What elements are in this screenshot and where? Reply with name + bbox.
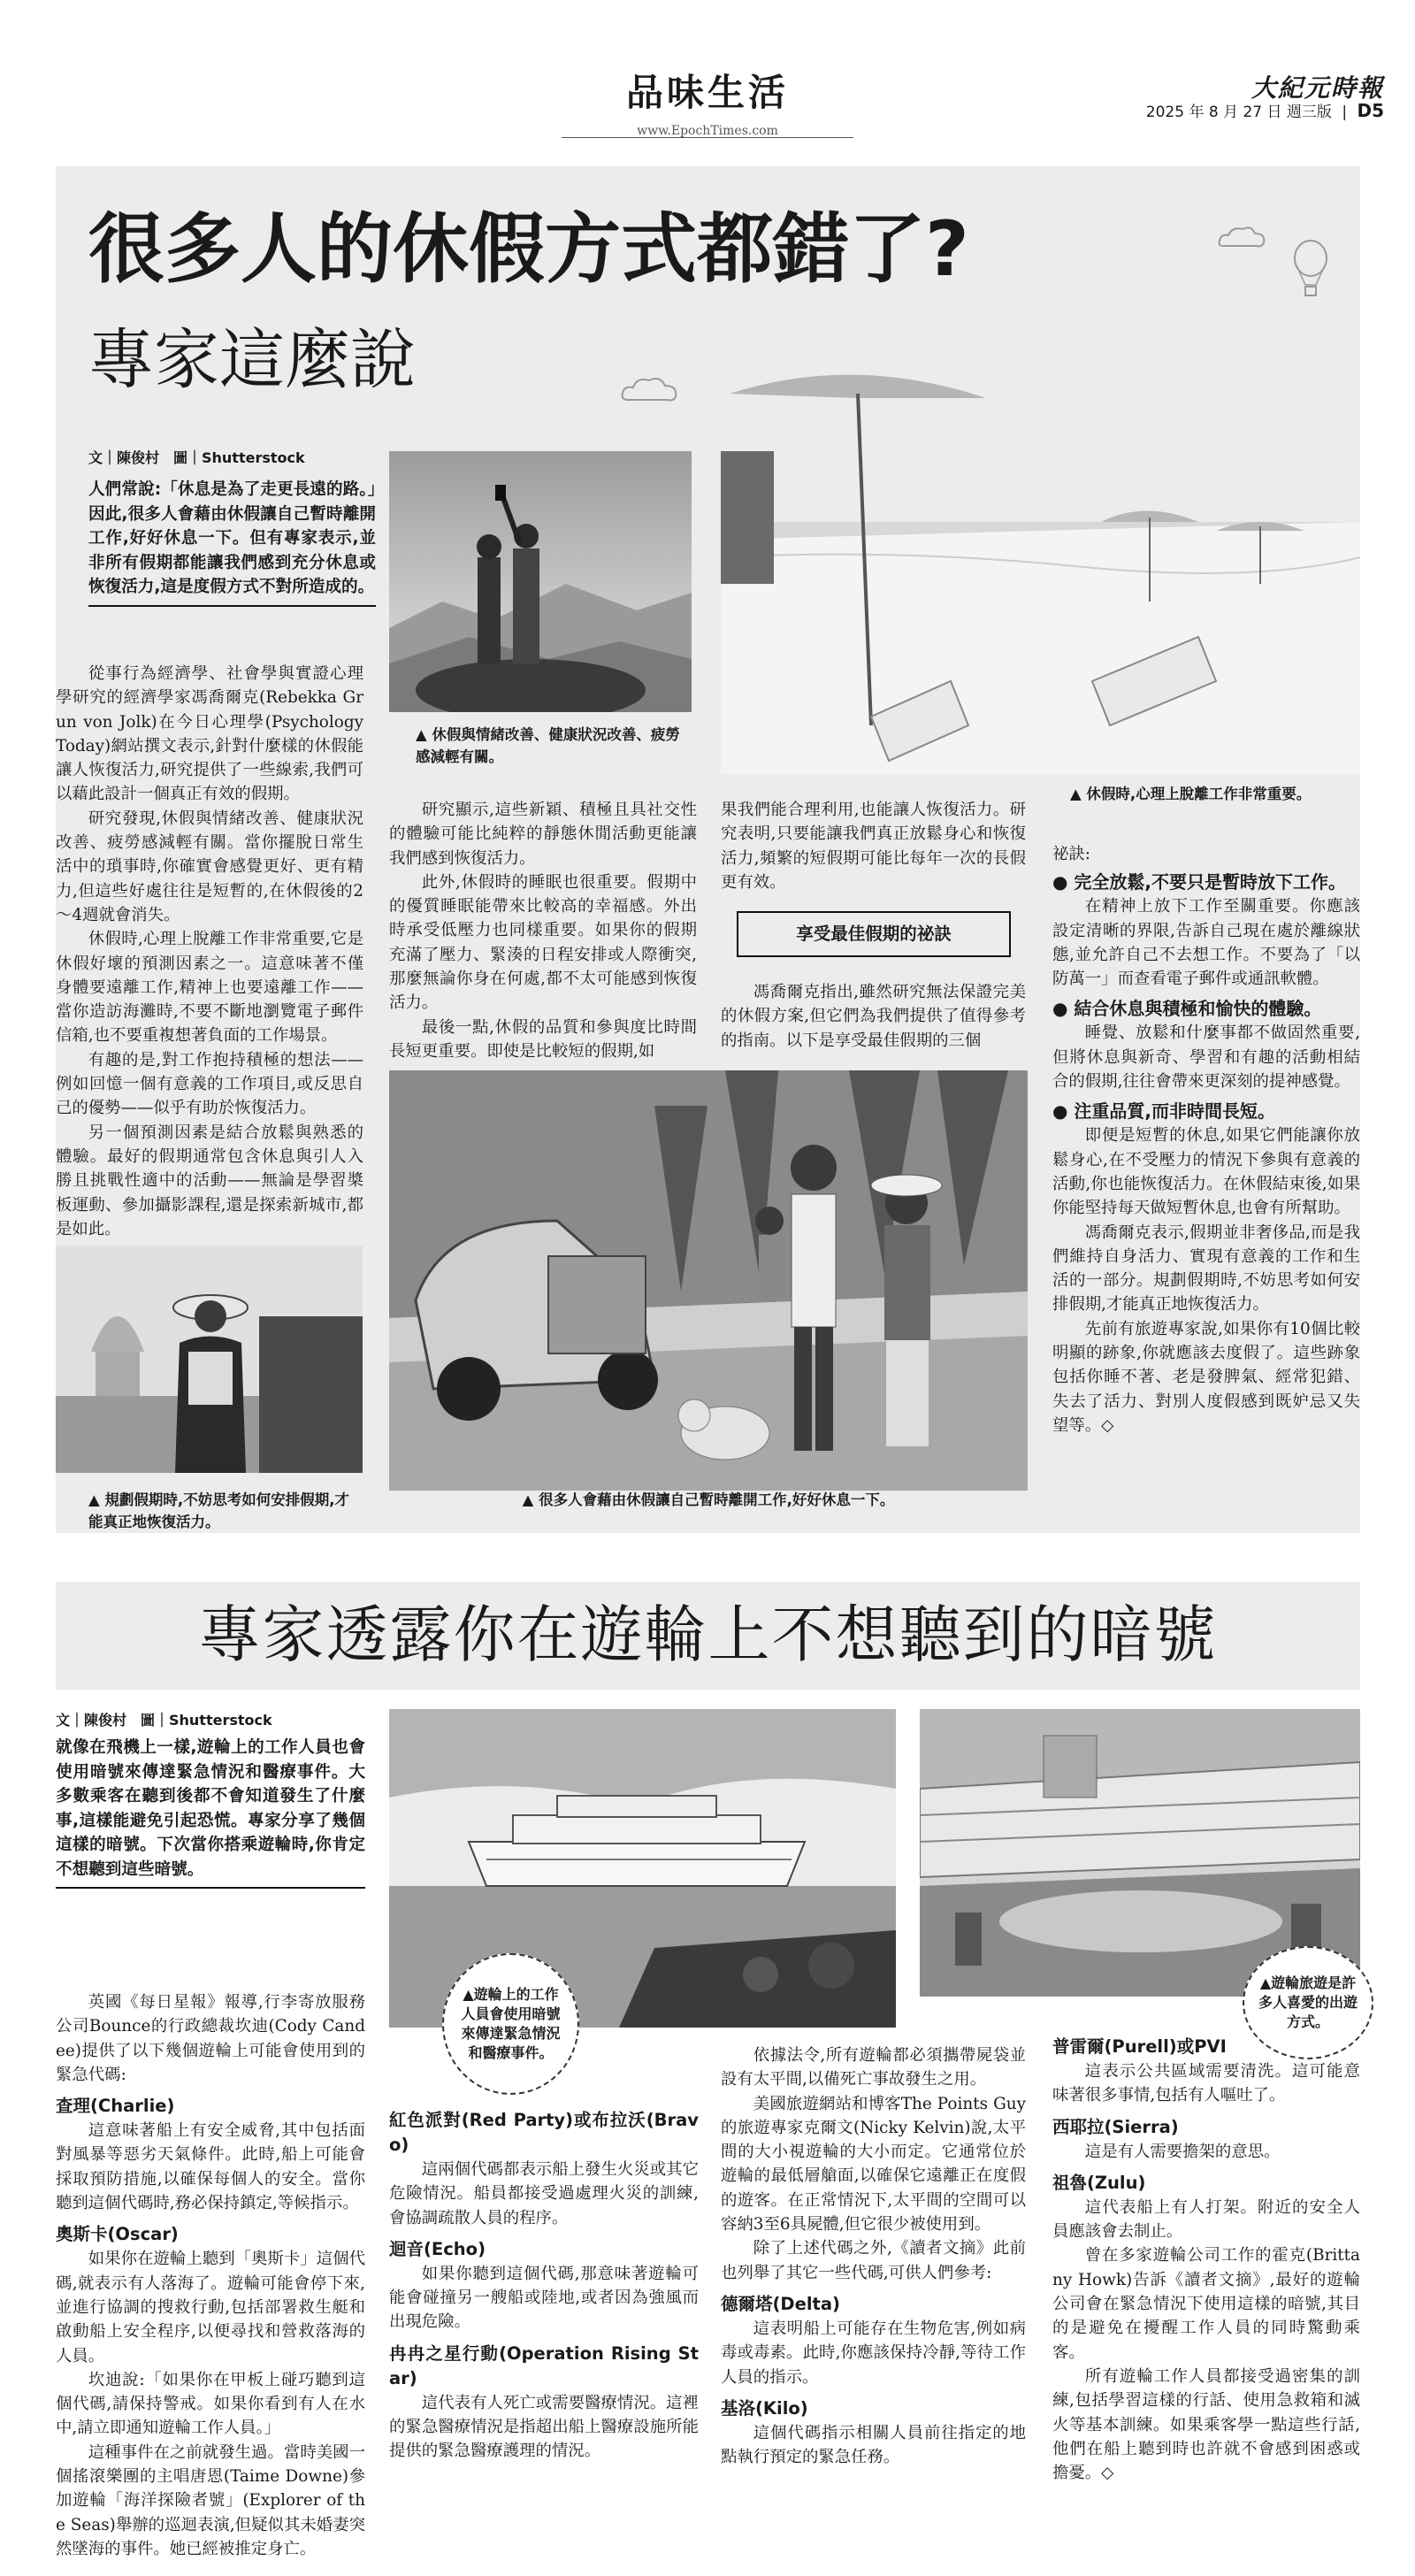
tips-subheading-box bbox=[737, 911, 1011, 957]
paragraph: 這代表有人死亡或需要醫療情況。這裡的緊急醫療情況是指超出船上醫療設施所能提供的緊急醫療護理的情況。 bbox=[389, 2393, 699, 2461]
article2-column3 bbox=[721, 2043, 1026, 2469]
code-heading: 普雷爾(Purell)或PVI bbox=[1052, 2036, 1227, 2057]
issue-date: 2025 年 8 月 27 日 週三版 bbox=[1145, 104, 1332, 121]
beach-illustration bbox=[721, 345, 1360, 774]
article1-column2 bbox=[389, 798, 697, 1063]
paragraph: 祕訣: bbox=[1052, 845, 1090, 863]
issue-line bbox=[1017, 99, 1384, 121]
paragraph: 曾在多家遊輪公司工作的霍克(Brittany Howk)告訴《讀者文摘》,最好的遊輪公司會在緊急情況下使用這樣的暗號,其目的是避免在擾醒工作人員的同時驚動乘客。 bbox=[1052, 2246, 1360, 2362]
beach-photo bbox=[721, 345, 1360, 774]
family-illustration bbox=[389, 1070, 1028, 1491]
family-caption: ▲ 很多人會藉由休假讓自己暫時離開工作,好好休息一下。 bbox=[522, 1491, 895, 1508]
article1-column1 bbox=[56, 662, 363, 1241]
hot-air-balloon-icon bbox=[1291, 239, 1330, 303]
paragraph: 在精神上放下工作至關重要。你應該設定清晰的界限,告訴自己現在處於離線狀態,並允許自己不去想工作。不要為了「以防萬一」而查看電子郵件或通訊軟體。 bbox=[1052, 897, 1360, 989]
tip-title-text: 結合休息與積極和愉快的體驗。 bbox=[1074, 998, 1322, 1020]
article1-column3b bbox=[721, 980, 1026, 1053]
paragraph: 這兩個代碼都表示船上發生火災或其它危險情況。船員都接受過處理火災的訓練,會協調疏散人員的程序。 bbox=[389, 2160, 699, 2227]
tip-title bbox=[1052, 870, 1360, 894]
paragraph: 從事行為經濟學、社會學與實證心理學研究的經濟學家馮喬爾克(Rebekka Grun von Jolk)在今日心理學(Psychology Today)網站撰文表示,針對什麼樣的休假能讓人恢復活力,研究提供了一些線索,我們可以藉此設計一個真正有效的假期。 bbox=[56, 664, 363, 804]
paragraph: 如果你聽到這個代碼,那意味著遊輪可能會碰撞另一艘船或陸地,或者因為強風而出現危險。 bbox=[389, 2264, 699, 2332]
paragraph: 研究顯示,這些新穎、積極且具社交性的體驗可能比純粹的靜態休閒活動更能讓我們感到恢復活力。 bbox=[389, 801, 697, 868]
paragraph: 馮喬爾克表示,假期並非奢侈品,而是我們維持自身活力、實現有意義的工作和生活的一部分。規劃假期時,不妨思考如何安排假期,才能真正地恢復活力。 bbox=[1052, 1223, 1360, 1315]
paragraph: 睡覺、放鬆和什麼事都不做固然重要,但將休息與新奇、學習和有趣的活動相結合的假期,往往會帶來更深刻的提神感覺。 bbox=[1052, 1024, 1360, 1092]
site-url: www.EpochTimes.com bbox=[637, 124, 778, 138]
paragraph: 最後一點,休假的品質和參與度比時間長短更重要。即使是比較短的假期,如 bbox=[389, 1017, 697, 1061]
section-title: 品味生活 bbox=[625, 71, 789, 114]
page-number: D5 bbox=[1357, 100, 1384, 121]
code-heading: 基洛(Kilo) bbox=[721, 2397, 808, 2419]
masthead bbox=[0, 0, 1415, 150]
paragraph: 依據法令,所有遊輪都必須攜帶屍袋並設有太平間,以備死亡事故發生之用。 bbox=[721, 2046, 1026, 2089]
article1-title-line1: 很多人的休假方式都錯了? bbox=[88, 205, 969, 294]
beach-caption: ▲ 休假時,心理上脫離工作非常重要。 bbox=[1070, 786, 1312, 802]
tip-title bbox=[1052, 1099, 1360, 1123]
paragraph: 除了上述代碼之外,《讀者文摘》此前也列舉了其它一些代碼,可供人們參考: bbox=[721, 2239, 1026, 2282]
article1-lead: 人們常說:「休息是為了走更長遠的路。」因此,很多人會藉由休假讓自己暫時離開工作,好好休息一下。但有專家表示,並非所有假期都能讓我們感到充分休息或恢復活力,這是度假方式不對所造成的。 bbox=[88, 478, 376, 607]
article2-column4 bbox=[1052, 2035, 1360, 2485]
paragraph: 有趣的是,對工作抱持積極的想法——例如回憶一個有意義的工作項目,或反思自己的優勢——似乎有助於恢復活力。 bbox=[56, 1050, 363, 1118]
paragraph: 這意味著船上有安全威脅,其中包括面對風暴等惡劣天氣條件。此時,船上可能會採取預防措施,以確保每個人的安全。當你聽到這個代碼時,務必保持鎮定,等候指示。 bbox=[56, 2121, 365, 2213]
paragraph: 馮喬爾克指出,雖然研究無法保證完美的休假方案,但它們為我們提供了值得參考的指南。以下是享受最佳假期的三個 bbox=[721, 983, 1026, 1050]
code-heading: 迴音(Echo) bbox=[389, 2238, 486, 2259]
article2-byline: 文｜陳俊村 圖｜Shutterstock bbox=[56, 1712, 272, 1729]
hikers-photo bbox=[389, 451, 692, 712]
article2-title: 專家透露你在遊輪上不想聽到的暗號 bbox=[198, 1598, 1218, 1671]
tips-subheading: 享受最佳假期的祕訣 bbox=[796, 924, 952, 944]
paragraph: 這是有人需要擔架的意思。 bbox=[1084, 2142, 1281, 2161]
issue-separator: | bbox=[1342, 104, 1348, 121]
article2-lead: 就像在飛機上一樣,遊輪上的工作人員也會使用暗號來傳達緊急情況和醫療事件。大多數乘客在聽到後都不會知道發生了什麼事,這樣能避免引起恐慌。專家分享了幾個這樣的暗號。下次當你搭乘遊輪時,你肯定不想聽到這些暗號。 bbox=[56, 1736, 365, 1889]
code-heading: 冉冉之星行動(Operation Rising Star) bbox=[389, 2342, 699, 2388]
woman-caption: ▲ 規劃假期時,不妨思考如何安排假期,才能真正地恢復活力。 bbox=[88, 1491, 349, 1530]
brand-logo: 大紀元時報 bbox=[1251, 73, 1384, 103]
paragraph: 先前有旅遊專家說,如果你有10個比較明顯的跡象,你就應該去度假了。這些跡象包括你睡不著、老是發脾氣、經常犯錯、失去了活力、對別人度假感到既妒忌又失望等。◇ bbox=[1052, 1319, 1360, 1435]
article2-column1 bbox=[56, 1990, 365, 2561]
hikers-illustration bbox=[389, 451, 692, 712]
bullet-dot-icon: ● bbox=[1052, 998, 1068, 1020]
tip-title bbox=[1052, 996, 1360, 1021]
bullet-dot-icon: ● bbox=[1052, 1100, 1068, 1123]
family-photo bbox=[389, 1070, 1028, 1491]
crew-code-bubble bbox=[442, 1953, 579, 2095]
paragraph: 如果你在遊輪上聽到「奧斯卡」這個代碼,就表示有人落海了。遊輪可能會停下來,並進行協調的搜救行動,包括部署救生艇和啟動船上安全程序,以便尋找和營救落海的人員。 bbox=[56, 2250, 365, 2365]
paragraph: 果我們能合理利用,也能讓人恢復活力。研究表明,只要能讓我們真正放鬆身心和恢復活力,頻繁的短假期可能比每年一次的長假更有效。 bbox=[721, 801, 1026, 892]
article1-column3 bbox=[721, 798, 1026, 894]
paragraph: 坎迪說:「如果你在甲板上碰巧聽到這個代碼,請保持警戒。如果你看到有人在水中,請立即通知遊輪工作人員。」 bbox=[56, 2370, 365, 2438]
paragraph: 英國《每日星報》報導,行李寄放服務公司Bounce的行政總裁坎迪(Cody Candee)提供了以下幾個遊輪上可能會使用到的緊急代碼: bbox=[56, 1993, 365, 2084]
code-heading: 奧斯卡(Oscar) bbox=[56, 2224, 179, 2245]
paragraph: 休假時,心理上脫離工作非常重要,它是休假好壞的預測因素之一。這意味著不僅身體要遠離工作,精神上也要遠離工作——當你造訪海灘時,不要不斷地瀏覽電子郵件信箱,也不要重複想著負面的工作場景。 bbox=[56, 930, 363, 1046]
tip-title-text: 注重品質,而非時間長短。 bbox=[1074, 1100, 1276, 1123]
paragraph: 研究發現,休假與情緒改善、健康狀況改善、疲勞感減輕有關。當你擺脫日常生活中的瑣事時,你確實會感覺更好、更有精力,但這些好處往往是短暫的,在休假後的2～4週就會消失。 bbox=[56, 809, 363, 924]
code-heading: 祖魯(Zulu) bbox=[1052, 2172, 1146, 2193]
tip-title-text: 完全放鬆,不要只是暫時放下工作。 bbox=[1074, 871, 1347, 893]
crew-code-bubble-text: ▲遊輪上的工作人員會使用暗號來傳達緊急情況和醫療事件。 bbox=[461, 1986, 561, 2061]
article1-byline: 文｜陳俊村 圖｜Shutterstock bbox=[88, 449, 305, 466]
paragraph: 即便是短暫的休息,如果它們能讓你放鬆身心,在不受壓力的情況下參與有意義的活動,你也能恢復活力。在休假結束後,如果你能堅持每天做短暫休息,也會有所幫助。 bbox=[1052, 1126, 1360, 1218]
code-heading: 查理(Charlie) bbox=[56, 2096, 175, 2117]
code-heading: 西耶拉(Sierra) bbox=[1052, 2116, 1179, 2137]
cruise-popular-bubble-text: ▲遊輪旅遊是許多人喜愛的出遊方式。 bbox=[1258, 1974, 1358, 2030]
article1-column4 bbox=[1052, 842, 1360, 1438]
article1-title-line2: 專家這麼說 bbox=[88, 322, 416, 398]
paragraph: 另一個預測因素是結合放鬆與熟悉的體驗。最好的假期通常包含休息與引人入勝且挑戰性適中的活動——無論是學習槳板運動、參加攝影課程,還是探索新城市,都是如此。 bbox=[56, 1123, 363, 1238]
article2-column2 bbox=[389, 2108, 699, 2464]
paragraph: 這個代碼指示相關人員前往指定的地點執行預定的緊急任務。 bbox=[721, 2423, 1026, 2467]
paragraph: 美國旅遊網站和博客The Points Guy的旅遊專家克爾文(Nicky Kelvin)說,太平間的大小視遊輪的大小而定。它通常位於遊輪的最低層艙面,以確保它遠離正在度假的遊客。在正常情況下,太平間的空間可以容納3至6具屍體,但它很少被使用到。 bbox=[721, 2094, 1026, 2235]
paragraph: 這種事件在之前就發生過。當時美國一個搖滾樂團的主唱唐恩(Taime Downe)參加遊輪「海洋探險者號」(Explorer of the Seas)舉辦的巡迴表演,但疑似其未婚妻突然墜海的事件。她已經被推定身亡。 bbox=[56, 2442, 365, 2558]
cloud-icon bbox=[1216, 221, 1269, 253]
paragraph: 此外,休假時的睡眠也很重要。假期中的優質睡眠能帶來比較高的幸福感。外出時承受低壓力也同樣重要。如果你的假期充滿了壓力、緊湊的日程安排或人際衝突,那麼無論你身在何處,都不太可能感到恢復活力。 bbox=[389, 872, 697, 1013]
code-heading: 紅色派對(Red Party)或布拉沃(Bravo) bbox=[389, 2110, 699, 2155]
paragraph: 這表示公共區域需要清洗。這可能意味著很多事情,包括有人嘔吐了。 bbox=[1052, 2062, 1360, 2105]
woman-illustration bbox=[56, 1246, 363, 1473]
woman-photo bbox=[56, 1246, 363, 1473]
paragraph: 所有遊輪工作人員都接受過密集的訓練,包括學習這樣的行話、使用急救箱和滅火等基本訓練。如果乘客學一點這些行話,他們在船上聽到時也許就不會感到困惑或擔憂。◇ bbox=[1052, 2366, 1360, 2483]
paragraph: 這代表船上有人打架。附近的安全人員應該會去制止。 bbox=[1052, 2197, 1360, 2242]
bullet-dot-icon: ● bbox=[1052, 871, 1068, 893]
code-heading: 德爾塔(Delta) bbox=[721, 2293, 840, 2314]
hikers-caption: ▲ 休假與情緒改善、健康狀況改善、疲勞感減輕有關。 bbox=[416, 726, 680, 765]
paragraph: 這表明船上可能存在生物危害,例如病毒或毒素。此時,你應該保持冷靜,等待工作人員的指示。 bbox=[721, 2319, 1026, 2387]
cloud-icon bbox=[619, 372, 681, 407]
